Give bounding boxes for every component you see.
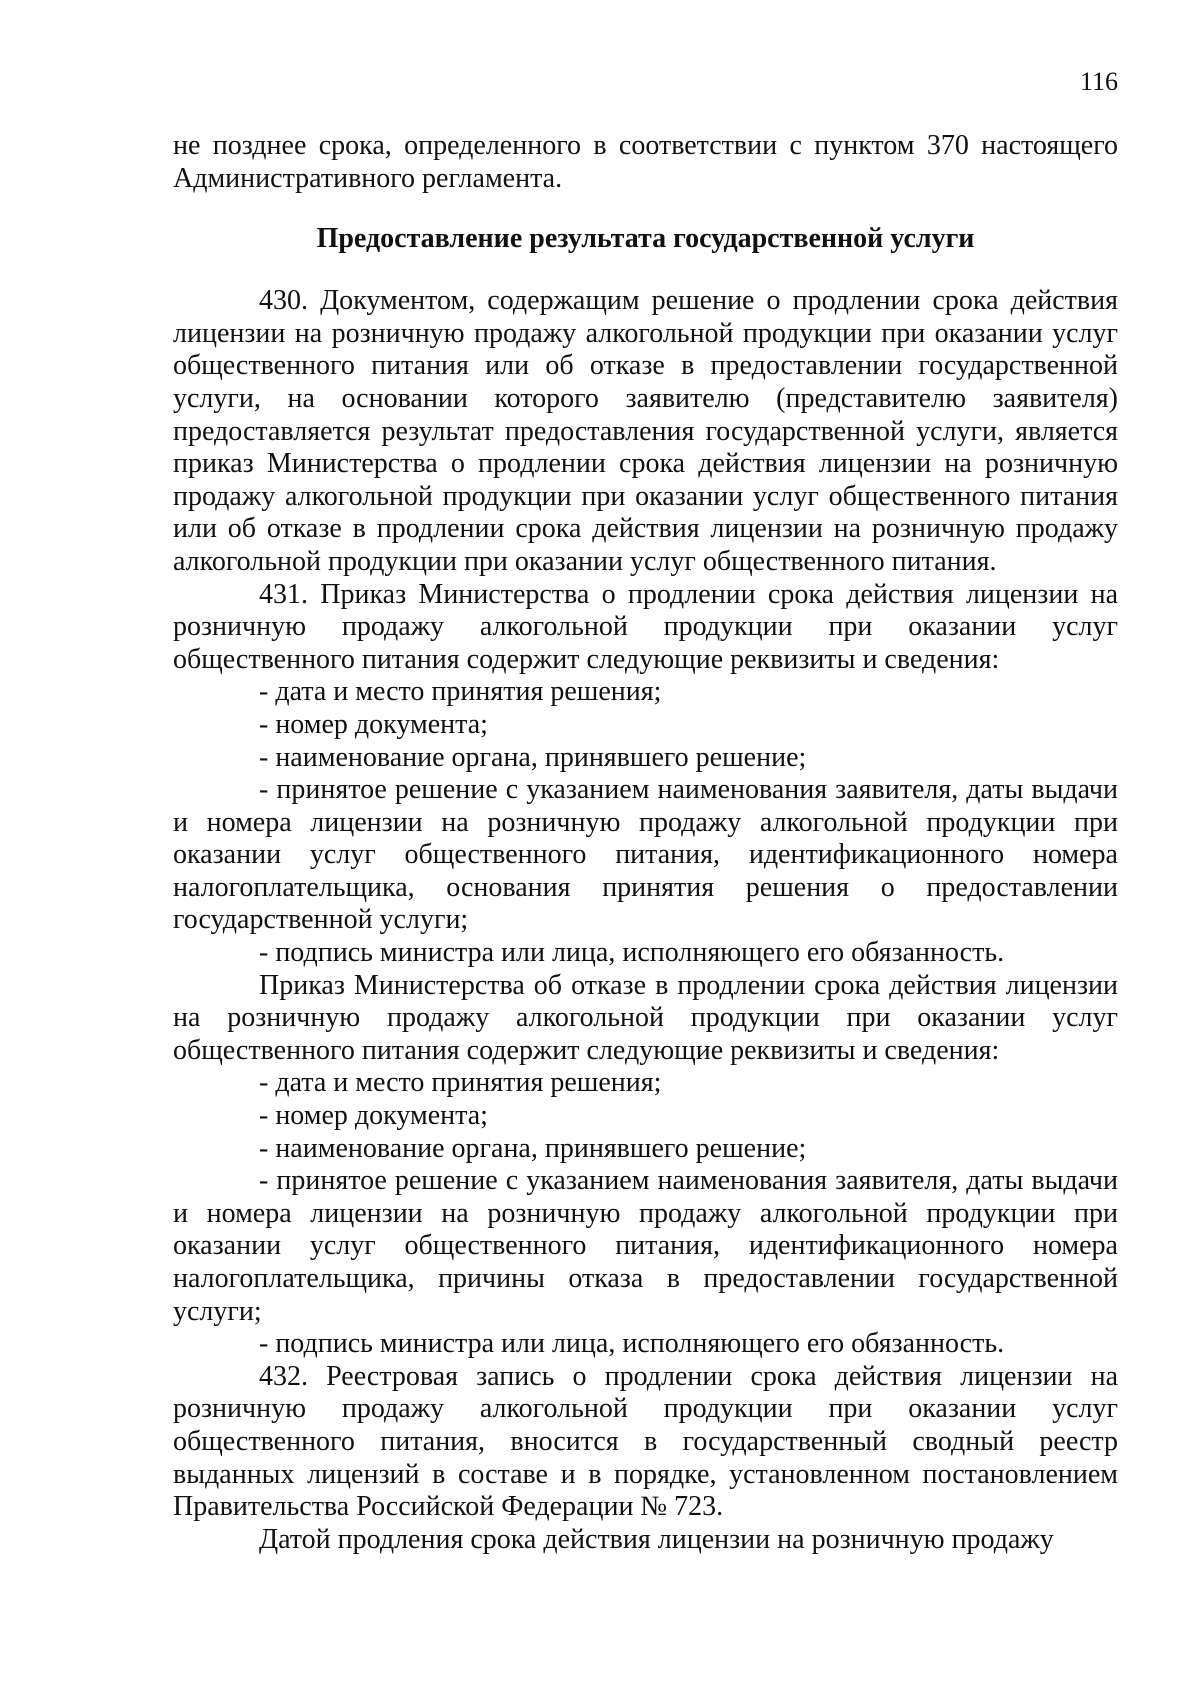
list2-item-5: - подпись министра или лица, исполняющего его обязанность. bbox=[259, 1328, 1005, 1360]
paragraph-432: 432. Реестровая запись о продлении срока действия лицензии на розничную продажу алкогольной продукции при оказании услуг общественного питания, вносится в государственный сводный реестр выданных лицензий в составе и в порядке, установленном постановлением Правительства Российской Федерации № 723. bbox=[173, 1360, 1118, 1523]
paragraph-430: 430. Документом, содержащим решение о продлении срока действия лицензии на розничную продажу алкогольной продукции при оказании услуг общественного питания или об отказе в предоставлении государственной услуги, на основании которого заявителю (представителю заявителя) предоставляется результат предоставления государственной услуги, является приказ Министерства о продлении срока действия лицензии на розничную продажу алкогольной продукции при оказании услуг общественного питания или об отказе в продлении срока действия лицензии на розничную продажу алкогольной продукции при оказании услуг общественного питания. bbox=[173, 285, 1118, 577]
list1-item-3: - наименование органа, принявшего решение; bbox=[259, 741, 807, 773]
refusal-paragraph: Приказ Министерства об отказе в продлении срока действия лицензии на розничную продажу алкогольной продукции при оказании услуг общественного питания содержит следующие реквизиты и сведения: bbox=[173, 969, 1118, 1066]
list2-item-2: - номер документа; bbox=[259, 1100, 488, 1132]
intro-paragraph: не позднее срока, определенного в соответствии с пунктом 370 настоящего Административного регламента. bbox=[173, 130, 1118, 194]
final-paragraph: Датой продления срока действия лицензии на розничную продажу bbox=[259, 1523, 1054, 1555]
list1-item-2: - номер документа; bbox=[259, 708, 488, 740]
list1-item-4: - принятое решение с указанием наименования заявителя, даты выдачи и номера лицензии на розничную продажу алкогольной продукции при оказании услуг общественного питания, идентификационного номера налогоплательщика, основания принятия решения о предоставлении государственной услуги; bbox=[173, 774, 1118, 936]
list1-item-1: - дата и место принятия решения; bbox=[259, 676, 662, 708]
document-body bbox=[173, 130, 1118, 1556]
list2-item-4: - принятое решение с указанием наименования заявителя, даты выдачи и номера лицензии на розничную продажу алкогольной продукции при оказании услуг общественного питания, идентификационного номера налогоплательщика, причины отказа в предоставлении государственной услуги; bbox=[173, 1165, 1118, 1327]
page-number: 116 bbox=[1079, 67, 1118, 96]
list1-item-5: - подпись министра или лица, исполняющего его обязанность. bbox=[259, 937, 1005, 969]
paragraph-431: 431. Приказ Министерства о продлении срока действия лицензии на розничную продажу алкогольной продукции при оказании услуг общественного питания содержит следующие реквизиты и сведения: bbox=[173, 578, 1118, 675]
list2-item-1: - дата и место принятия решения; bbox=[259, 1067, 662, 1099]
list2-item-3: - наименование органа, принявшего решение; bbox=[259, 1132, 807, 1164]
section-heading: Предоставление результата государственной услуги bbox=[316, 223, 975, 255]
